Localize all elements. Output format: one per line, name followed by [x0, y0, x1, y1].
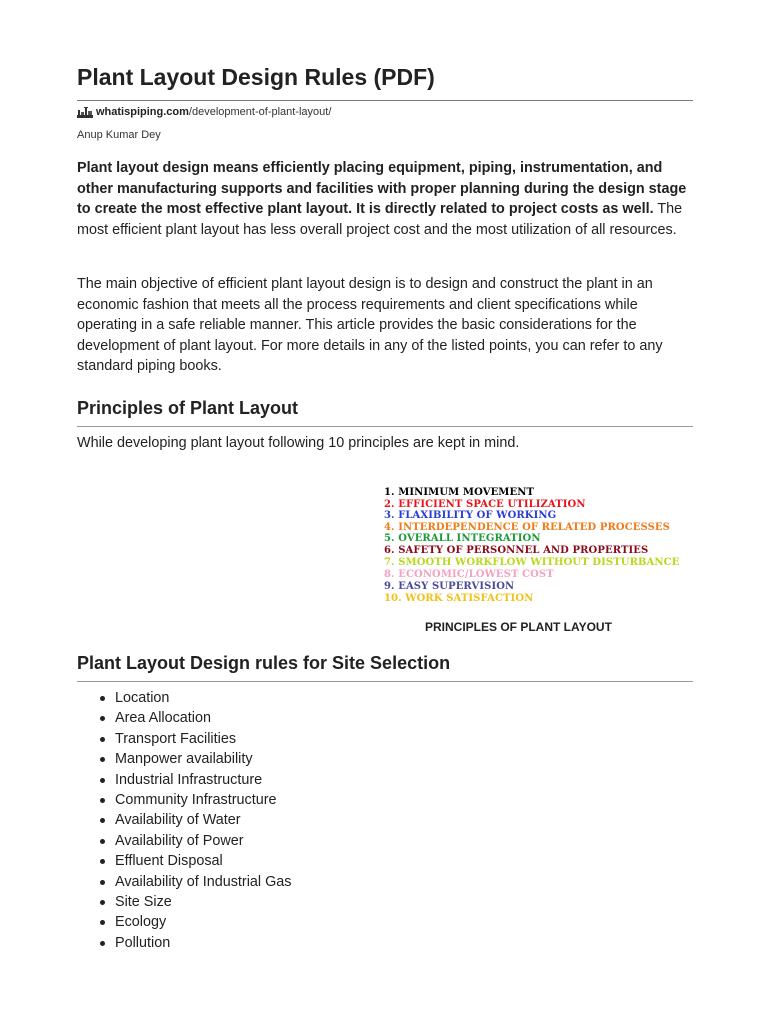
title-divider [77, 100, 693, 101]
figure-item: 1. MINIMUM MOVEMENT [384, 487, 534, 498]
list-item: Manpower availability [77, 749, 292, 769]
list-item: Site Size [77, 892, 292, 912]
intro-regular-text: The most efficient plant layout has less overall project cost and the most utilization of all resources. [77, 201, 683, 238]
page-title: Plant Layout Design Rules (PDF) [77, 64, 435, 90]
site-selection-list [77, 688, 292, 953]
list-item: Pollution [77, 933, 292, 953]
figure-item: 2. EFFICIENT SPACE UTILIZATION [384, 499, 586, 510]
source-link[interactable] [77, 106, 331, 118]
source-path[interactable]: /development-of-plant-layout/ [188, 106, 332, 118]
figure-caption: PRINCIPLES OF PLANT LAYOUT [425, 620, 612, 634]
objective-paragraph: The main objective of efficient plant layout design is to design and construct the plant in an economic fashion that meets all the process requirements and client specifications while operating in a safe reliable manner. This article provides the basic considerations for the development of plant layout. For more details in any of the listed points, you can refer to any standard piping books. [77, 276, 663, 374]
principles-heading: Principles of Plant Layout [77, 398, 299, 418]
figure-item: 9. EASY SUPERVISION [384, 581, 515, 592]
site-favicon-icon [77, 106, 93, 118]
principles-intro: While developing plant layout following 10 principles are kept in mind. [77, 435, 520, 451]
list-item: Industrial Infrastructure [77, 770, 292, 790]
list-item: Location [77, 688, 292, 708]
figure-item: 3. FLAXIBILITY OF WORKING [384, 510, 557, 521]
bullet-icon [100, 716, 105, 721]
list-item: Ecology [77, 912, 292, 932]
principles-figure [376, 483, 680, 611]
figure-item: 6. SAFETY OF PERSONNEL AND PROPERTIES [384, 545, 649, 556]
bullet-icon [100, 757, 105, 762]
list-item: Availability of Industrial Gas [77, 872, 292, 892]
site-selection-heading: Plant Layout Design rules for Site Selection [77, 653, 451, 673]
figure-item: 10. WORK SATISFACTION [384, 593, 534, 604]
bullet-icon [100, 941, 105, 946]
author-name: Anup Kumar Dey [77, 129, 161, 141]
figure-item: 8. ECONOMIC/LOWEST COST [384, 569, 554, 580]
bullet-icon [100, 737, 105, 742]
figure-item: 5. OVERALL INTEGRATION [384, 533, 541, 544]
figure-item: 7. SMOOTH WORKFLOW WITHOUT DISTURBANCE [384, 557, 680, 568]
intro-bold-text: Plant layout design means efficiently placing equipment, piping, instrumentation, and other manufacturing supports and facilities with proper planning during the design stage to create the most effective plant layout. It is directly related to project costs as well. [77, 160, 687, 217]
source-domain[interactable]: whatispiping.com [96, 106, 189, 118]
bullet-icon [100, 696, 105, 701]
bullet-icon [100, 798, 105, 803]
list-item: Availability of Power [77, 831, 292, 851]
bullet-icon [100, 778, 105, 783]
bullet-icon [100, 880, 105, 885]
site-selection-divider [77, 681, 693, 682]
list-item: Effluent Disposal [77, 851, 292, 871]
principles-divider [77, 426, 693, 427]
bullet-icon [100, 839, 105, 844]
figure-item: 4. INTERDEPENDENCE OF RELATED PROCESSES [384, 522, 670, 533]
list-item: Area Allocation [77, 708, 292, 728]
intro-paragraph [77, 158, 693, 240]
list-item: Transport Facilities [77, 729, 292, 749]
list-item: Availability of Water [77, 810, 292, 830]
bullet-icon [100, 920, 105, 925]
bullet-icon [100, 818, 105, 823]
bullet-icon [100, 900, 105, 905]
bullet-icon [100, 859, 105, 864]
list-item: Community Infrastructure [77, 790, 292, 810]
